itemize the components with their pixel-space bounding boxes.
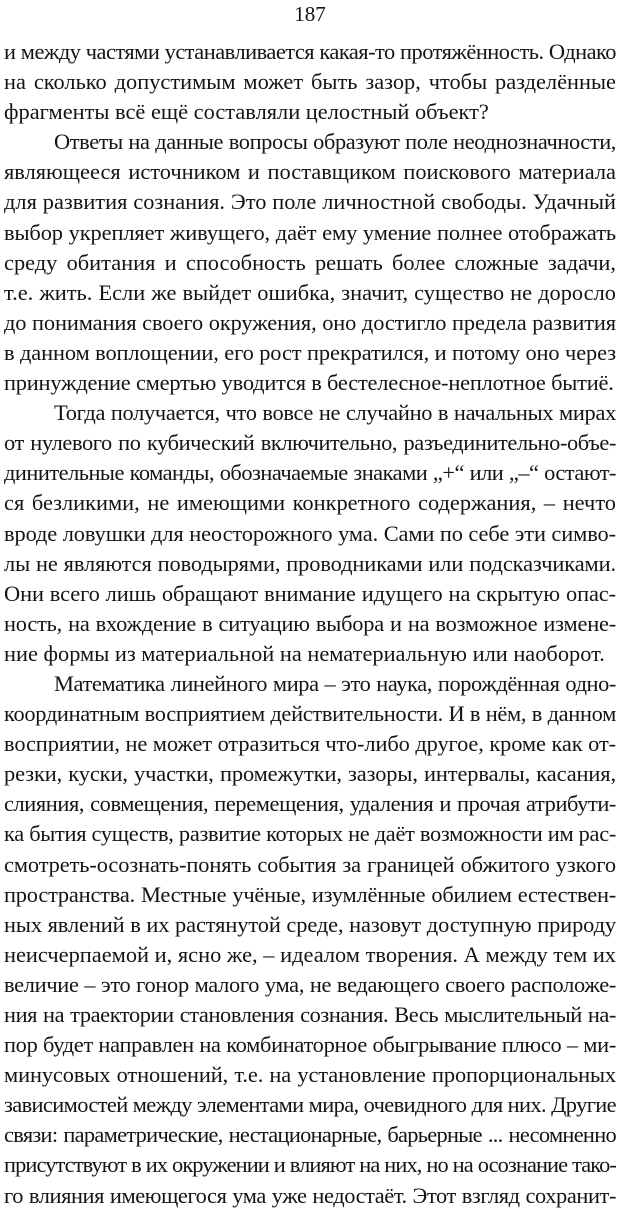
text-line: величие – это гонор малого ума, не ведающего своего расположе-	[4, 971, 616, 997]
text-line: принуждение смертью уводится в бестелесное-неплотное бытиё.	[4, 370, 614, 396]
text-line: являющееся источником и поставщиком поискового материала	[4, 159, 616, 185]
text-line: координатным восприятием действительности. И в нём, в данном	[4, 701, 616, 727]
text-line: ка бытия существ, развитие которых не даёт возможности им рас-	[4, 821, 616, 847]
text-line: до понимания своего окружения, оно достигло предела развития	[4, 309, 616, 335]
text-line: вроде ловушки для неосторожного ума. Сами по себе эти симво-	[4, 520, 616, 546]
text-line: среду обитания и способность решать более сложные задачи,	[4, 249, 616, 275]
text-line: ность, на вхождение в ситуацию выбора и на возможное измене-	[4, 610, 616, 636]
text-line: связи: параметрические, нестационарные, барьерные ... несомненно	[4, 1122, 616, 1148]
text-line: ние формы из материальной на нематериальную или наоборот.	[4, 640, 605, 666]
text-line: зависимостей между элементами мира, очевидного для них. Другие	[4, 1092, 616, 1118]
text-line: на сколько допустимым может быть зазор, чтобы разделённые	[4, 69, 616, 95]
text-line: неисчерпаемой и, ясно же, – идеалом творения. А между тем их	[4, 941, 616, 967]
text-line: Математика линейного мира – это наука, порождённая одно-	[54, 670, 616, 696]
text-line: в данном воплощении, его рост прекратился, и потому оно через	[4, 339, 616, 365]
text-line: ния на траектории становления сознания. Весь мыслительный на-	[4, 1002, 616, 1027]
body-text	[4, 37, 616, 1211]
text-line: Тогда получается, что вовсе не случайно в начальных мирах	[54, 400, 616, 426]
text-line: ных явлений в их растянутой среде, назовут доступную природу	[4, 911, 616, 937]
text-line: пространства. Местные учёные, изумлённые обилием естествен-	[4, 881, 616, 907]
text-line: резки, куски, участки, промежутки, зазоры, интервалы, касания,	[4, 761, 616, 787]
text-line: выбор укрепляет живущего, даёт ему умение полнее отображать	[4, 219, 616, 245]
text-line: восприятии, не может отразиться что-либо другое, кроме как от-	[4, 731, 616, 757]
text-line: и между частями устанавливается какая-то протяжённость. Однако	[4, 39, 616, 64]
text-line: смотреть-осознать-понять события за границей обжитого узкого	[4, 851, 616, 877]
text-line: присутствуют в их окружении и влияют на них, но на осознание тако-	[4, 1152, 616, 1178]
text-line: от нулевого по кубический включительно, разъединительно-объе-	[4, 430, 616, 456]
text-line: минусовых отношений, т.е. на установление пропорциональных	[4, 1062, 616, 1088]
text-line: лы не являются поводырями, проводниками или подсказчиками.	[4, 550, 616, 576]
page-number: 187	[294, 2, 326, 26]
text-line: пор будет направлен на комбинаторное обыгрывание плюсо – ми-	[4, 1032, 616, 1058]
text-line: фрагменты всё ещё составляли целостный объект?	[4, 99, 489, 125]
text-line: для развития сознания. Это поле личностной свободы. Удачный	[4, 189, 616, 215]
text-line: ся безликими, не имеющими конкретного содержания, – нечто	[4, 490, 616, 516]
text-line: динительные команды, обозначаемые знаками „+“ или „–“ остают-	[4, 460, 616, 486]
text-line: слияния, совмещения, перемещения, удаления и прочая атрибути-	[4, 791, 616, 817]
text-line: Ответы на данные вопросы образуют поле неоднозначности,	[54, 129, 616, 155]
text-line: т.е. жить. Если же выйдет ошибка, значит, существо не доросло	[4, 279, 616, 305]
text-line: го влияния имеющегося ума уже недостаёт. Этот взгляд сохранит-	[4, 1182, 616, 1208]
text-line: Они всего лишь обращают внимание идущего на скрытую опас-	[4, 580, 616, 606]
